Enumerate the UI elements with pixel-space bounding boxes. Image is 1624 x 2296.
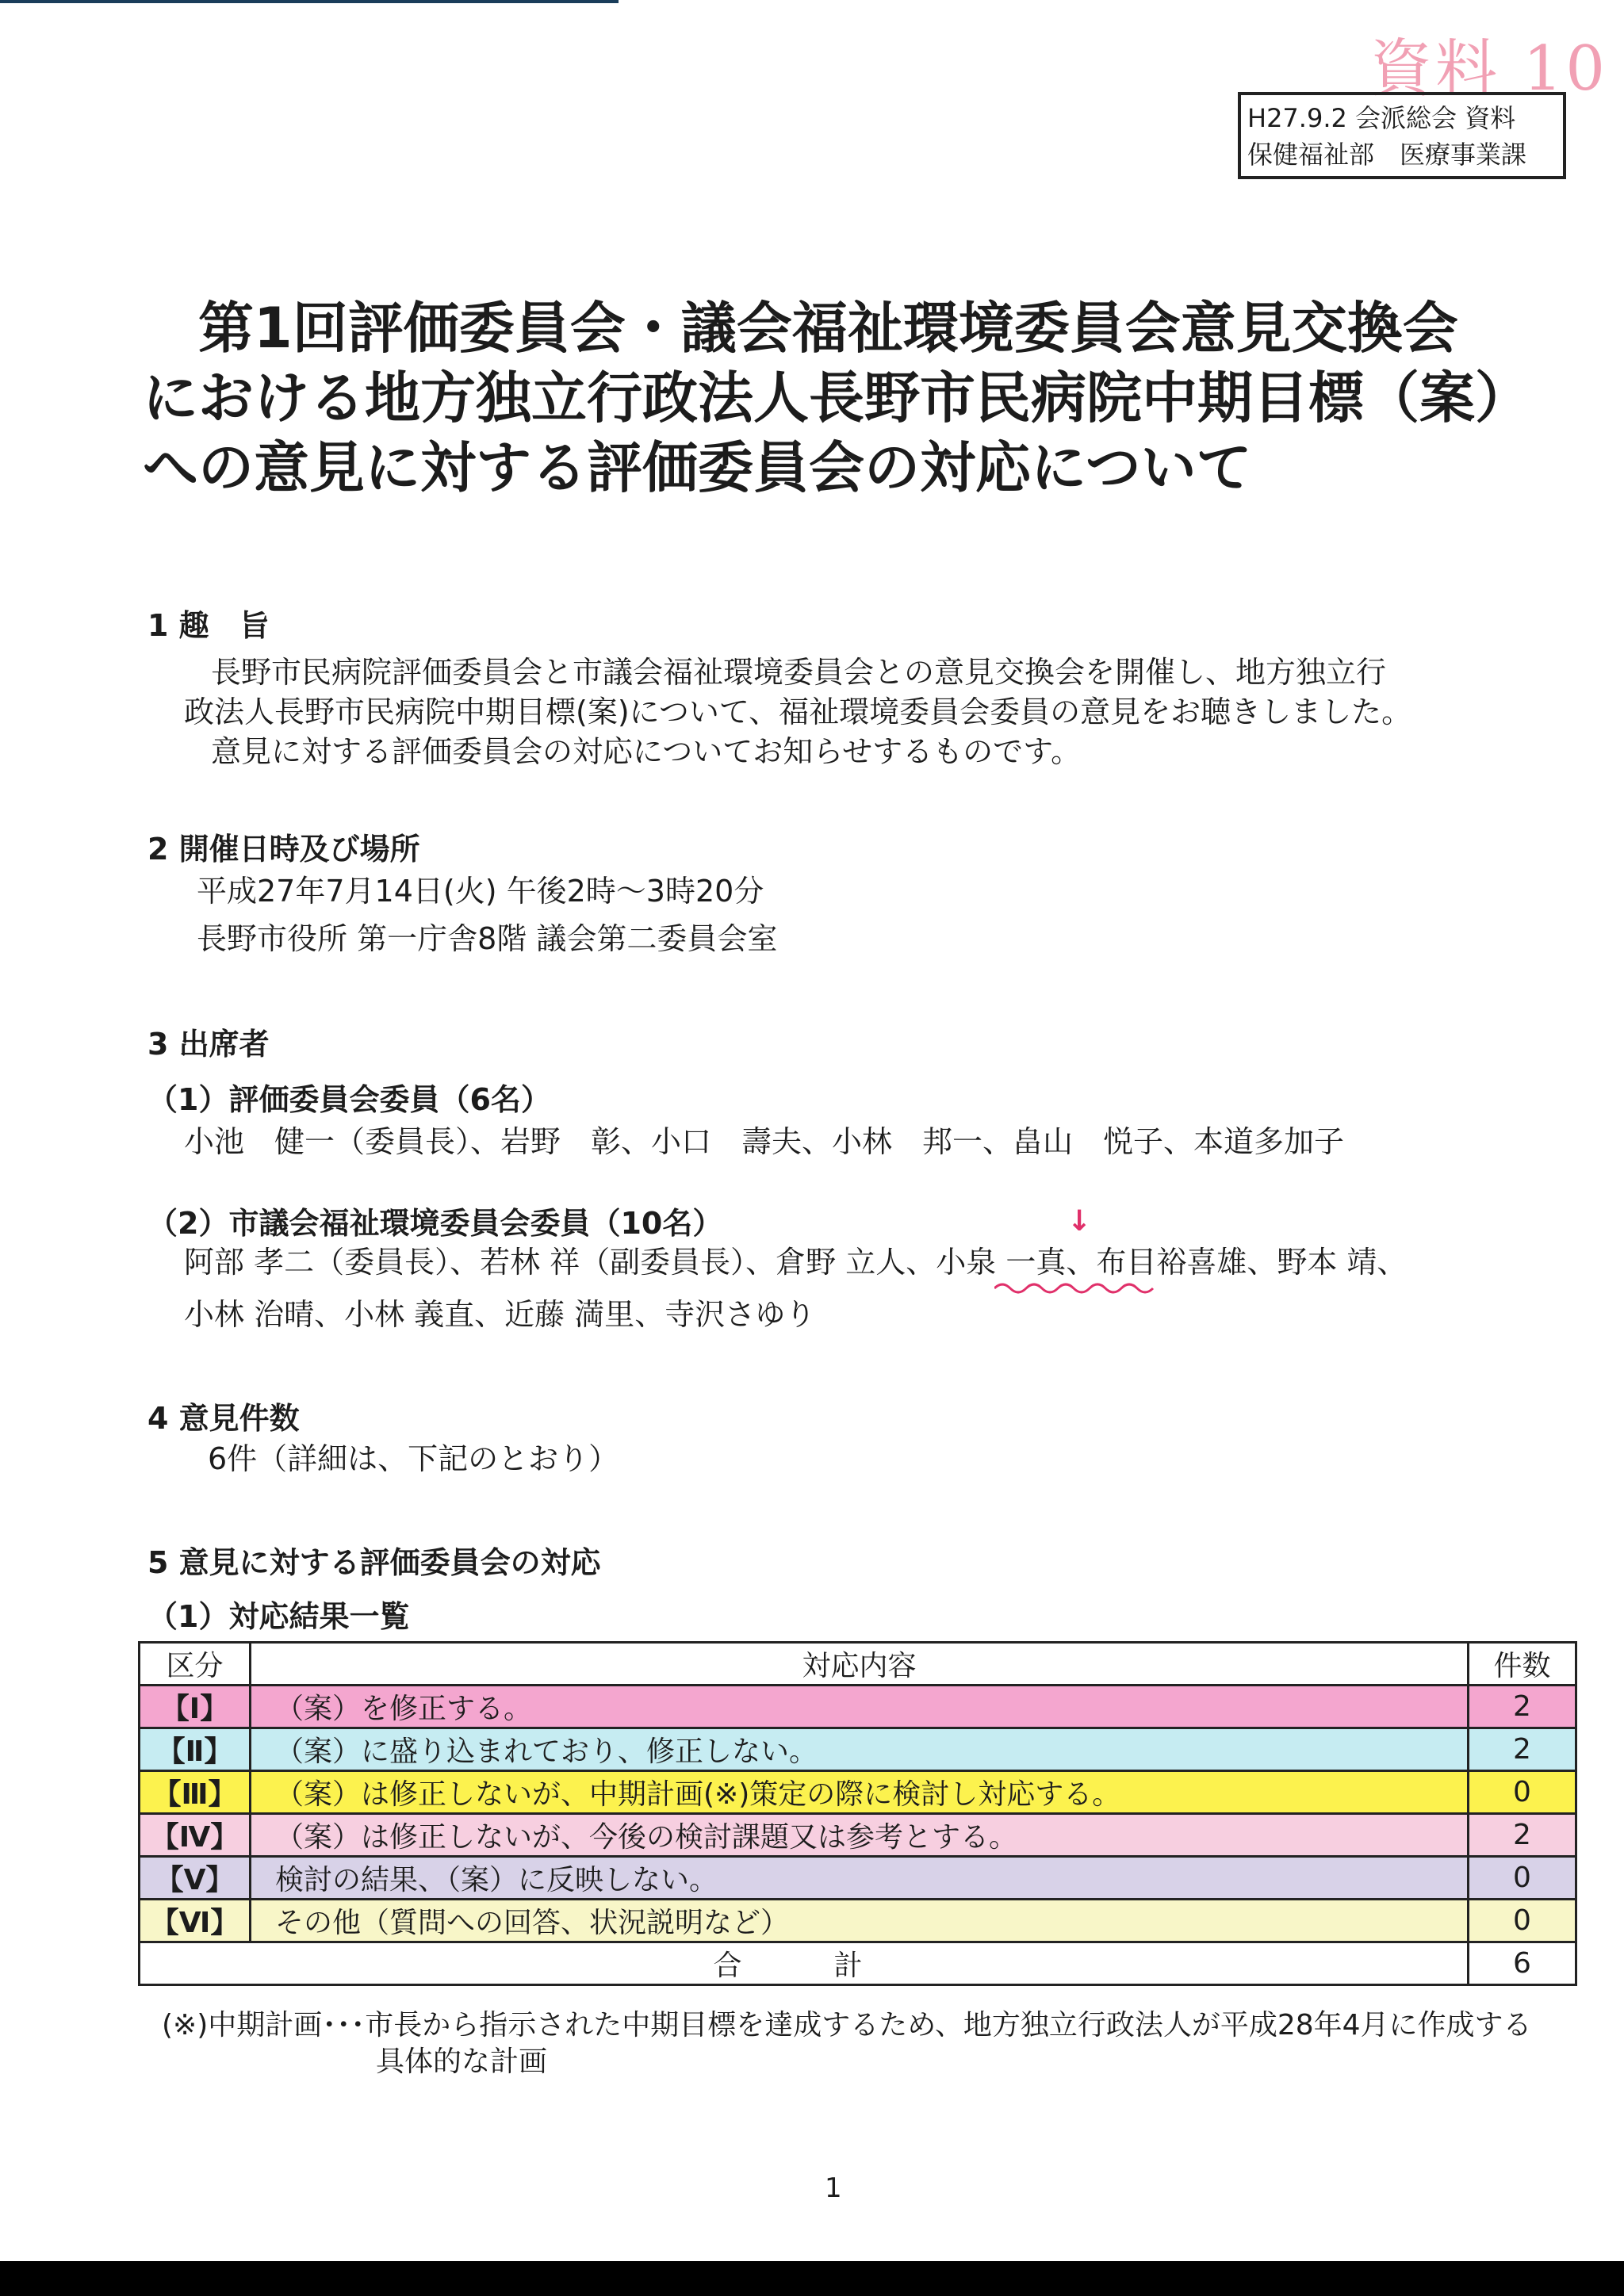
section1-line1: 長野市民病院評価委員会と市議会福祉環境委員会との意見交換会を開催し、地方独立行 bbox=[211, 655, 1387, 690]
footnote-line1: (※)中期計画･･･市長から指示された中期目標を達成するため、地方独立行政法人が平成28年4月に作成する bbox=[162, 2009, 1532, 2042]
total-label: 合 計 bbox=[140, 1942, 1469, 1985]
header-count: 件数 bbox=[1469, 1643, 1576, 1686]
table-row bbox=[140, 1771, 1576, 1814]
row-content: 検討の結果、（案）に反映しない。 bbox=[251, 1857, 1469, 1900]
footnote bbox=[162, 2007, 1532, 2080]
row-category: 【Ⅲ】 bbox=[140, 1771, 251, 1814]
document-title bbox=[143, 293, 1530, 503]
header-box-line1: H27.9.2 会派総会 資料 bbox=[1247, 103, 1516, 133]
council-committee-members-line2: 小林 治晴、小林 義直、近藤 満里、寺沢さゆり bbox=[184, 1297, 816, 1332]
document-stamp: 資料 10 bbox=[1370, 33, 1609, 105]
section3-sub2: （2）市議会福祉環境委員会委員（10名） bbox=[147, 1206, 723, 1241]
row-category: 【Ⅳ】 bbox=[140, 1814, 251, 1857]
row-content: （案）を修正する。 bbox=[251, 1686, 1469, 1728]
row-count: 2 bbox=[1469, 1686, 1576, 1728]
handwritten-check-mark: ↓ bbox=[1067, 1205, 1092, 1238]
row-category: 【Ⅵ】 bbox=[140, 1900, 251, 1942]
table-row bbox=[140, 1728, 1576, 1771]
header-box bbox=[1238, 92, 1566, 179]
title-line1: 第1回評価委員会・議会福祉環境委員会意見交換会 bbox=[198, 296, 1458, 361]
opinion-count: 6件（詳細は、下記のとおり） bbox=[208, 1441, 619, 1476]
section2-heading: 2 開催日時及び場所 bbox=[147, 832, 420, 867]
table-row bbox=[140, 1814, 1576, 1857]
council-committee-members-line1: 阿部 孝二（委員長）、若林 祥（副委員長）、倉野 立人、小泉 一真、布目裕喜雄、野本 靖、 bbox=[184, 1245, 1408, 1280]
row-content: （案）は修正しないが、今後の検討課題又は参考とする。 bbox=[251, 1814, 1469, 1857]
handwritten-underline bbox=[994, 1280, 1158, 1296]
table-total-row bbox=[140, 1942, 1576, 1985]
table-row bbox=[140, 1900, 1576, 1942]
section5-heading: 5 意見に対する評価委員会の対応 bbox=[147, 1545, 601, 1580]
table-row bbox=[140, 1857, 1576, 1900]
row-count: 0 bbox=[1469, 1857, 1576, 1900]
section3-heading: 3 出席者 bbox=[147, 1027, 270, 1062]
response-results-table bbox=[138, 1641, 1577, 1986]
row-count: 0 bbox=[1469, 1900, 1576, 1942]
row-content: （案）は修正しないが、中期計画(※)策定の際に検討し対応する。 bbox=[251, 1771, 1469, 1814]
section4-heading: 4 意見件数 bbox=[147, 1401, 300, 1436]
header-content: 対応内容 bbox=[251, 1643, 1469, 1686]
scan-border bbox=[0, 2261, 1624, 2296]
evaluation-committee-members: 小池 健一（委員長）、岩野 彰、小口 壽夫、小林 邦一、畠山 悦子、本道多加子 bbox=[184, 1124, 1345, 1159]
table-row bbox=[140, 1686, 1576, 1728]
footnote-line2: 具体的な計画 bbox=[376, 2045, 548, 2078]
row-content: その他（質問への回答、状況説明など） bbox=[251, 1900, 1469, 1942]
header-category: 区分 bbox=[140, 1643, 251, 1686]
header-box-line2: 保健福祉部 医療事業課 bbox=[1247, 140, 1527, 170]
section2-location: 長野市役所 第一庁舎8階 議会第二委員会室 bbox=[197, 921, 778, 956]
row-content: （案）に盛り込まれており、修正しない。 bbox=[251, 1728, 1469, 1771]
scan-edge bbox=[0, 0, 619, 3]
total-count: 6 bbox=[1469, 1942, 1576, 1985]
section2-datetime: 平成27年7月14日(火) 午後2時～3時20分 bbox=[197, 874, 764, 909]
title-line2: における地方独立行政法人長野市民病院中期目標（案） bbox=[143, 365, 1530, 430]
row-count: 2 bbox=[1469, 1728, 1576, 1771]
section1-line2: 政法人長野市民病院中期目標(案)について、福祉環境委員会委員の意見をお聴きしました。 bbox=[184, 695, 1412, 729]
row-category: 【Ⅱ】 bbox=[140, 1728, 251, 1771]
section3-sub1: （1）評価委員会委員（6名） bbox=[147, 1082, 551, 1117]
page-number: 1 bbox=[825, 2172, 842, 2204]
section1-heading: 1 趣 旨 bbox=[147, 608, 270, 643]
table-header-row bbox=[140, 1643, 1576, 1686]
row-category: 【Ⅰ】 bbox=[140, 1686, 251, 1728]
row-count: 0 bbox=[1469, 1771, 1576, 1814]
section5-sub1: （1）対応結果一覧 bbox=[147, 1599, 410, 1634]
title-line3: への意見に対する評価委員会の対応について bbox=[143, 435, 1252, 500]
row-count: 2 bbox=[1469, 1814, 1576, 1857]
row-category: 【Ⅴ】 bbox=[140, 1857, 251, 1900]
section1-line3: 意見に対する評価委員会の対応についてお知らせするものです。 bbox=[211, 734, 1082, 769]
